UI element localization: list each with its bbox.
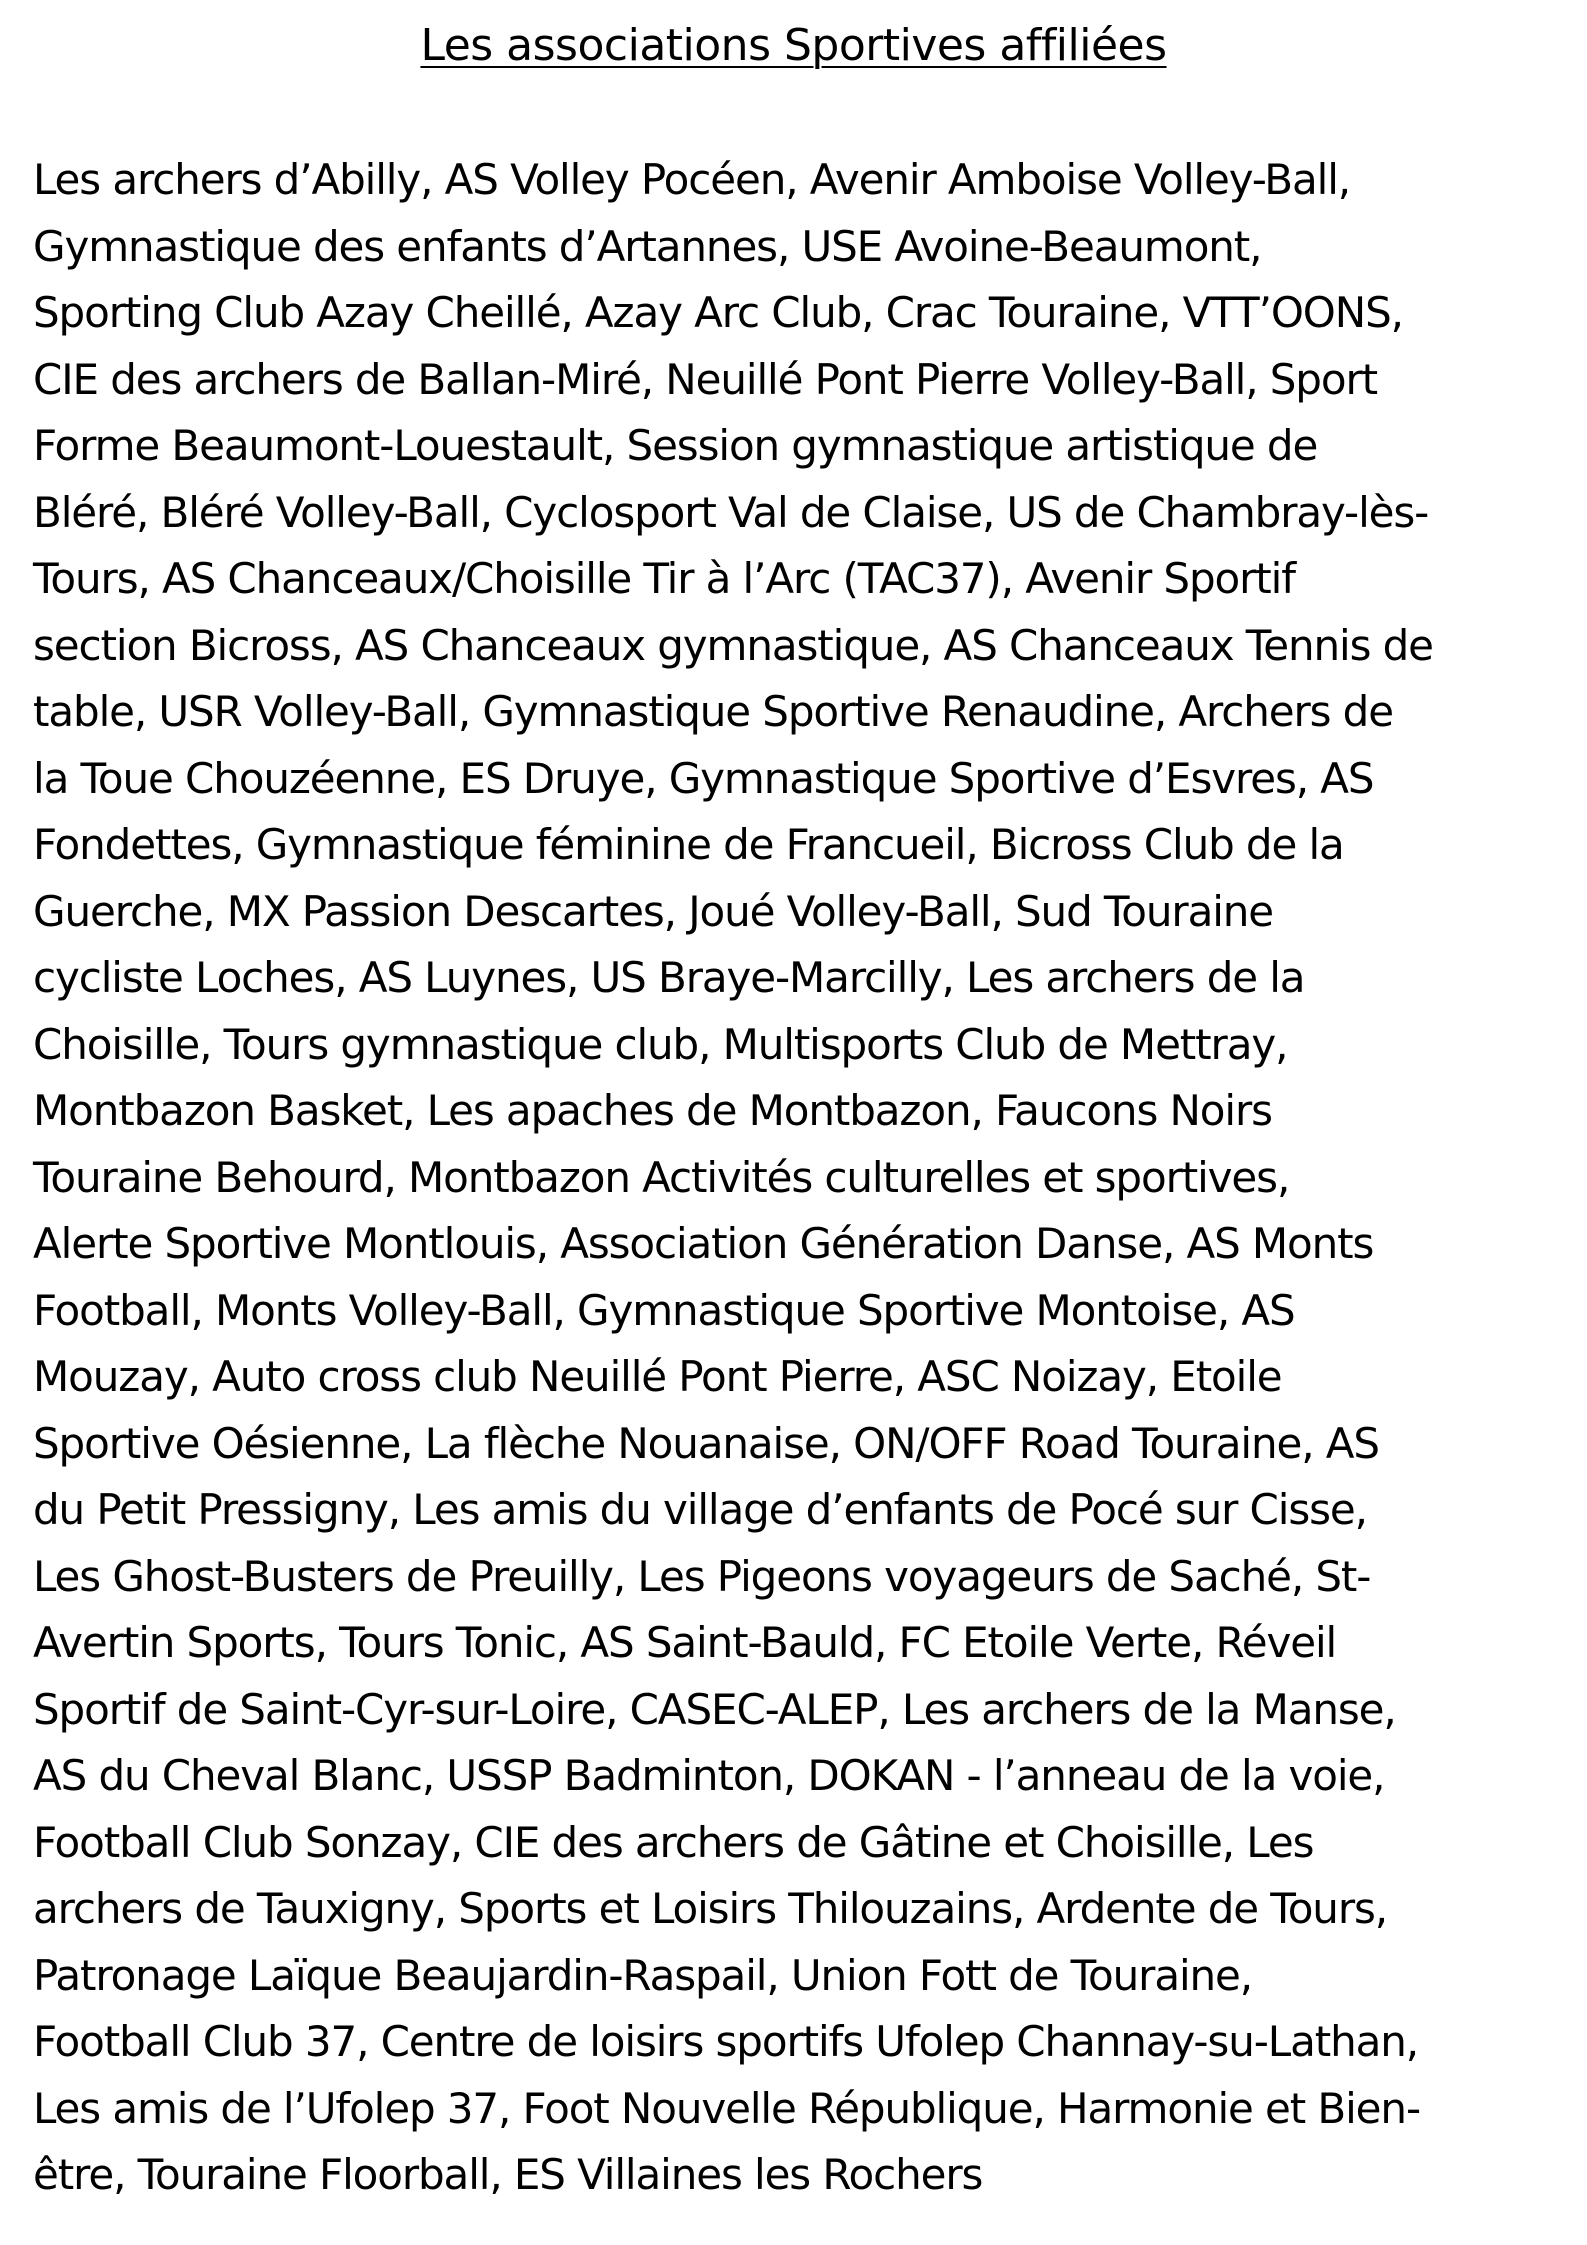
- paragraph-line: CIE des archers de Ballan-Miré, Neuillé Pont Pierre Volley-Ball, Sport: [33, 354, 1377, 404]
- paragraph-line: Les archers d’Abilly, AS Volley Pocéen, Avenir Amboise Volley-Ball,: [33, 155, 1351, 204]
- paragraph-line: section Bicross, AS Chanceaux gymnastique, AS Chanceaux Tennis de: [33, 620, 1433, 670]
- paragraph-line: Montbazon Basket, Les apaches de Montbazon, Faucons Noirs: [33, 1086, 1272, 1135]
- paragraph-line: Patronage Laïque Beaujardin-Raspail, Union Fott de Touraine,: [33, 1950, 1253, 2000]
- paragraph-line: Choisille, Tours gymnastique club, Multisports Club de Mettray,: [33, 1019, 1288, 1069]
- paragraph-line: Tours, AS Chanceaux/Choisille Tir à l’Arc (TAC37), Avenir Sportif: [33, 554, 1295, 603]
- paragraph-line: Avertin Sports, Tours Tonic, AS Saint-Bauld, FC Etoile Verte, Réveil: [33, 1618, 1337, 1667]
- paragraph-line: Sporting Club Azay Cheillé, Azay Arc Club, Crac Touraine, VTT’OONS,: [33, 288, 1403, 337]
- paragraph-line: Sportive Oésienne, La flèche Nouanaise, ON/OFF Road Touraine, AS: [33, 1418, 1379, 1468]
- paragraph-line: Touraine Behourd, Montbazon Activités culturelles et sportives,: [33, 1152, 1290, 1202]
- paragraph-line: du Petit Pressigny, Les amis du village d’enfants de Pocé sur Cisse,: [33, 1485, 1367, 1534]
- paragraph-line: Football Club 37, Centre de loisirs sportifs Ufolep Channay-su-Lathan,: [33, 2017, 1419, 2066]
- paragraph-line: AS du Cheval Blanc, USSP Badminton, DOKAN - l’anneau de la voie,: [33, 1751, 1385, 1800]
- paragraph-line: Mouzay, Auto cross club Neuillé Pont Pierre, ASC Noizay, Etoile: [33, 1352, 1282, 1401]
- paragraph-line: Football Club Sonzay, CIE des archers de Gâtine et Choisille, Les: [33, 1817, 1314, 1867]
- paragraph-line: Fondettes, Gymnastique féminine de Francueil, Bicross Club de la: [33, 820, 1344, 869]
- paragraph-line: Bléré, Bléré Volley-Ball, Cyclosport Val de Claise, US de Chambray-lès-: [33, 487, 1429, 537]
- paragraph-line: Gymnastique des enfants d’Artannes, USE Avoine-Beaumont,: [33, 221, 1262, 271]
- paragraph-line: Forme Beaumont-Louestault, Session gymnastique artistique de: [33, 421, 1318, 470]
- page-title: Les associations Sportives affiliées: [420, 20, 1167, 71]
- paragraph-line: Sportif de Saint-Cyr-sur-Loire, CASEC-ALEP, Les archers de la Manse,: [33, 1684, 1396, 1734]
- paragraph-line: cycliste Loches, AS Luynes, US Braye-Marcilly, Les archers de la: [33, 953, 1305, 1002]
- paragraph-line: archers de Tauxigny, Sports et Loisirs Thilouzains, Ardente de Tours,: [33, 1884, 1388, 1933]
- paragraph-line: Football, Monts Volley-Ball, Gymnastique Sportive Montoise, AS: [33, 1285, 1295, 1335]
- paragraph-line: Guerche, MX Passion Descartes, Joué Volley-Ball, Sud Touraine: [33, 886, 1274, 936]
- paragraph-line: être, Touraine Floorball, ES Villaines les Rochers: [33, 2150, 983, 2199]
- paragraph-line: Les Ghost-Busters de Preuilly, Les Pigeons voyageurs de Saché, St-: [33, 1551, 1371, 1601]
- associations-list-paragraph: [33, 147, 1587, 2209]
- paragraph-line: table, USR Volley-Ball, Gymnastique Sportive Renaudine, Archers de: [33, 687, 1393, 736]
- paragraph-line: Les amis de l’Ufolep 37, Foot Nouvelle République, Harmonie et Bien-: [33, 2083, 1420, 2133]
- paragraph-line: la Toue Chouzéenne, ES Druye, Gymnastique Sportive d’Esvres, AS: [33, 753, 1374, 803]
- paragraph-line: Alerte Sportive Montlouis, Association Génération Danse, AS Monts: [33, 1219, 1374, 1268]
